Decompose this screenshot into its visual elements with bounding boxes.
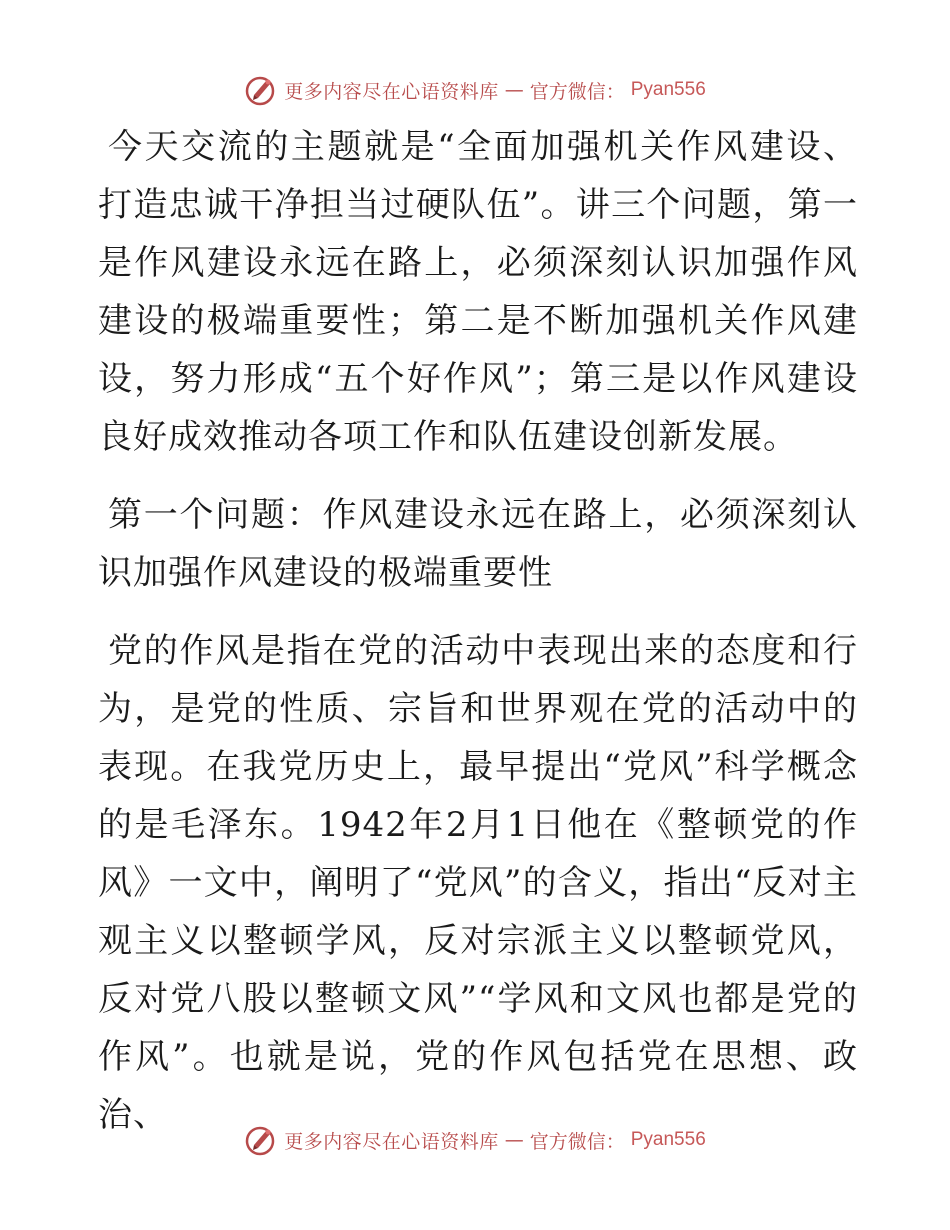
banner-site-text: 更多内容尽在心语资料库	[284, 80, 499, 103]
banner-wechat-label: 官方微信：	[529, 1130, 625, 1153]
banner-wechat-id: Pyan556	[630, 79, 706, 100]
banner-dash: —	[504, 1129, 524, 1151]
banner-dash: —	[504, 79, 524, 101]
banner	[244, 73, 706, 107]
header-banner	[0, 70, 950, 110]
banner	[244, 1123, 706, 1157]
footer-banner	[0, 1120, 950, 1160]
document-body	[98, 118, 858, 1164]
paragraph-intro: 今天交流的主题就是“全面加强机关作风建设、打造忠诚干净担当过硬队伍”。讲三个问题，第一是作风建设永远在路上，必须深刻认识加强作风建设的极端重要性；第二是不断加强机关作风建设，努力形成“五个好作风”；第三是以作风建设良好成效推动各项工作和队伍建设创新发展。	[98, 127, 858, 457]
banner-wechat-id: Pyan556	[630, 1129, 706, 1150]
pen-logo-icon	[244, 73, 278, 107]
banner-wechat-label: 官方微信：	[529, 80, 625, 103]
section-heading: 第一个问题：作风建设永远在路上，必须深刻认识加强作风建设的极端重要性	[98, 495, 858, 593]
paragraph-body: 党的作风是指在党的活动中表现出来的态度和行为，是党的性质、宗旨和世界观在党的活动中的表现。在我党历史上，最早提出“党风”科学概念的是毛泽东。1942年2月1日他在《整顿党的作风》一文中，阐明了“党风”的含义，指出“反对主观主义以整顿学风，反对宗派主义以整顿党风，反对党八股以整顿文风”“学风和文风也都是党的作风”。也就是说，党的作风包括党在思想、政治、	[98, 631, 858, 1135]
pen-logo-icon	[244, 1123, 278, 1157]
banner-site-text: 更多内容尽在心语资料库	[284, 1130, 499, 1153]
